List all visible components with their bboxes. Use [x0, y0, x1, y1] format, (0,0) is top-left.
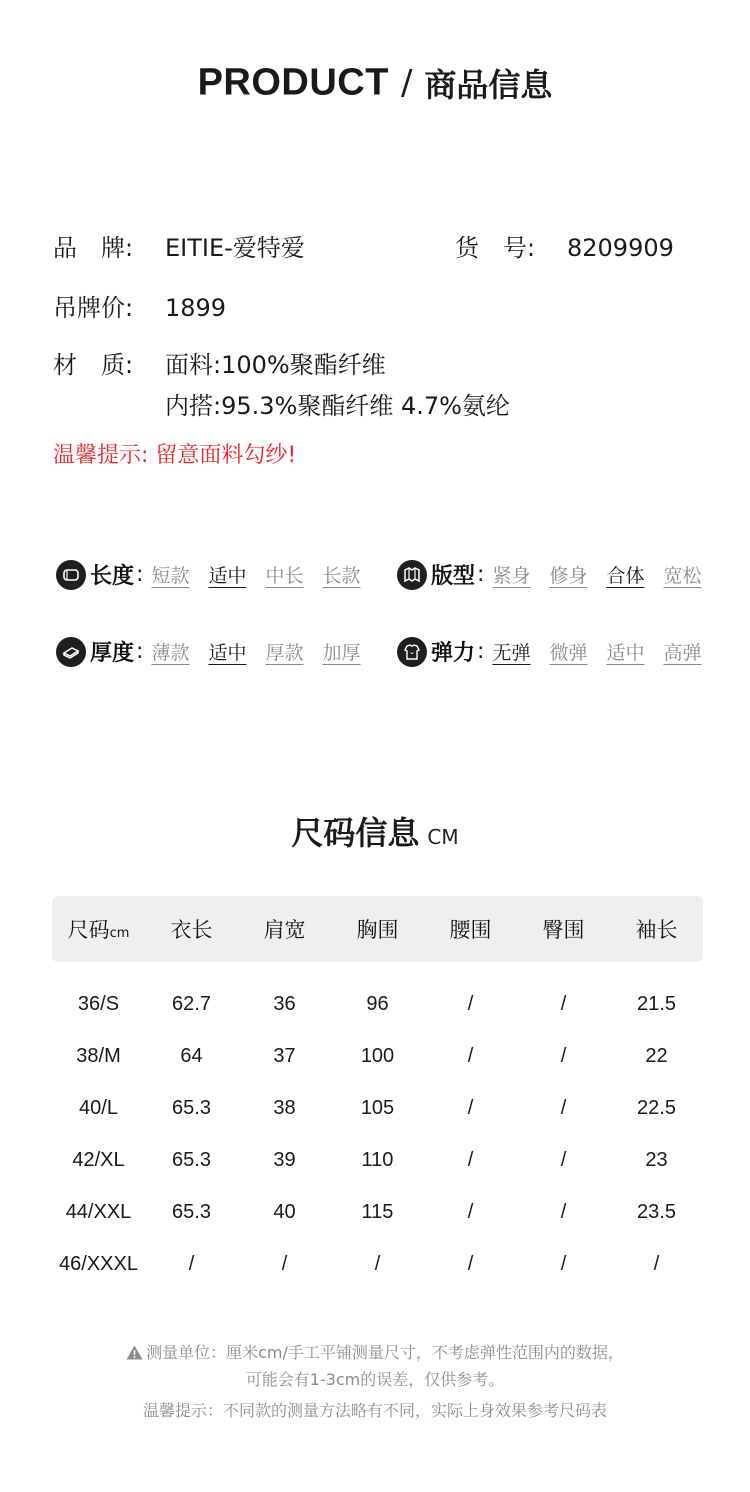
- brand-row: [53, 228, 305, 263]
- table-cell: 21.5: [637, 992, 676, 1015]
- header-size: 尺码cm: [67, 918, 130, 942]
- brand-value: EITIE-爱特爱: [165, 234, 305, 262]
- table-row: [52, 1186, 703, 1238]
- table-row: [52, 978, 703, 1030]
- table-cell: /: [467, 992, 474, 1015]
- attr-elasticity: 弹力 : 无弹 微弹 适中 高弹: [397, 636, 702, 667]
- table-cell: /: [467, 1252, 474, 1275]
- header-waist: 腰围: [449, 918, 492, 942]
- attr-length: 长度 : 短款 适中 中长 长款: [56, 559, 361, 590]
- thickness-icon: [56, 637, 86, 667]
- table-cell: 46/XXXL: [59, 1252, 138, 1275]
- header-hip: 臀围: [542, 918, 585, 942]
- table-cell: 23.5: [637, 1200, 676, 1223]
- fit-options: [492, 561, 701, 588]
- elasticity-option: 适中: [606, 642, 645, 664]
- length-option: 短款: [151, 565, 190, 587]
- table-cell: 42/XL: [72, 1148, 125, 1171]
- note-line1: 测量单位：厘米cm/手工平铺测量尺寸，不考虑弹性范围内的数据，: [0, 1340, 750, 1364]
- header-sleeve: 袖长: [635, 918, 678, 942]
- attr-thickness: 厚度 : 薄款 适中 厚款 加厚: [56, 636, 361, 667]
- table-cell: 23: [645, 1148, 668, 1171]
- note-line2: 可能会有1-3cm的误差，仅供参考。: [245, 1370, 505, 1389]
- size-title: 尺码信息: [291, 814, 420, 852]
- table-cell: /: [281, 1252, 288, 1275]
- table-row: [52, 1238, 703, 1290]
- elasticity-options: [492, 638, 701, 665]
- table-cell: /: [560, 1252, 567, 1275]
- table-cell: 44/XXL: [65, 1200, 132, 1223]
- table-cell: 22: [645, 1044, 668, 1067]
- table-cell: 64: [180, 1044, 203, 1067]
- elasticity-label: 弹力: [431, 641, 476, 666]
- thickness-label: 厚度: [90, 641, 135, 666]
- elasticity-option: 微弹: [549, 642, 588, 664]
- table-cell: 110: [361, 1148, 394, 1171]
- table-cell: /: [467, 1096, 474, 1119]
- table-cell: /: [560, 1200, 567, 1223]
- header-english: PRODUCT: [197, 61, 389, 104]
- sku-value: 8209909: [567, 234, 674, 262]
- warning-icon: [126, 1345, 143, 1364]
- fit-label: 版型: [431, 564, 476, 589]
- brand-label: 品 牌:: [53, 234, 134, 262]
- table-cell: /: [560, 1044, 567, 1067]
- price-row: [53, 288, 226, 323]
- table-cell: 100: [360, 1044, 395, 1067]
- table-cell: 62.7: [172, 992, 211, 1015]
- price-value: 1899: [165, 294, 227, 322]
- length-label: 长度: [90, 564, 135, 589]
- table-cell: 65.3: [172, 1148, 211, 1171]
- size-section-title: [0, 808, 750, 854]
- table-cell: /: [467, 1200, 474, 1223]
- table-cell: 96: [366, 992, 389, 1015]
- length-icon: [56, 560, 86, 590]
- thickness-option: 薄款: [151, 642, 190, 664]
- price-label: 吊牌价:: [53, 294, 134, 322]
- size-unit: CM: [427, 825, 459, 849]
- table-cell: 38/M: [76, 1044, 121, 1067]
- fit-option: 宽松: [663, 565, 702, 587]
- table-cell: 22.5: [637, 1096, 676, 1119]
- length-option: 中长: [265, 565, 304, 587]
- thickness-option: 适中: [208, 642, 247, 664]
- table-cell: 36/S: [77, 992, 120, 1015]
- header-length: 衣长: [170, 918, 213, 942]
- table-cell: 38: [273, 1096, 296, 1119]
- header-bust: 胸围: [356, 918, 399, 942]
- table-cell: 39: [273, 1148, 296, 1171]
- header-shoulder: 肩宽: [263, 918, 306, 942]
- material-line2: 内搭:95.3%聚酯纤维 4.7%氨纶: [165, 392, 510, 420]
- table-cell: 40: [273, 1200, 296, 1223]
- header-chinese: 商品信息: [424, 66, 553, 104]
- table-cell: /: [467, 1044, 474, 1067]
- elasticity-icon: [397, 637, 427, 667]
- page-header: [0, 60, 750, 106]
- table-cell: 36: [273, 992, 296, 1015]
- table-cell: /: [653, 1252, 660, 1275]
- header-separator: /: [400, 63, 413, 103]
- thickness-options: [151, 638, 360, 665]
- table-row: [52, 1030, 703, 1082]
- sku-label: 货 号:: [455, 234, 536, 262]
- table-cell: 65.3: [172, 1200, 211, 1223]
- thickness-option: 厚款: [265, 642, 304, 664]
- thickness-option: 加厚: [322, 642, 361, 664]
- length-option: 长款: [322, 565, 361, 587]
- table-cell: /: [467, 1148, 474, 1171]
- table-row: [52, 1134, 703, 1186]
- table-cell: /: [560, 992, 567, 1015]
- material-row: [53, 345, 386, 380]
- fit-icon: [397, 560, 427, 590]
- fabric-warning: 温馨提示: 留意面料勾纱!: [53, 443, 297, 468]
- fit-option: 合体: [606, 565, 645, 587]
- table-cell: 65.3: [172, 1096, 211, 1119]
- fit-option: 紧身: [492, 565, 531, 587]
- fit-option: 修身: [549, 565, 588, 587]
- elasticity-option: 高弹: [663, 642, 702, 664]
- table-cell: 40/L: [79, 1096, 118, 1119]
- material-line1: 面料:100%聚酯纤维: [165, 351, 386, 379]
- note-line3: 温馨提示：不同款的测量方法略有不同，实际上身效果参考尺码表: [142, 1401, 607, 1420]
- elasticity-option: 无弹: [492, 642, 531, 664]
- table-cell: /: [560, 1096, 567, 1119]
- table-cell: 105: [360, 1096, 395, 1119]
- length-options: [151, 561, 360, 588]
- attr-fit: 版型 : 紧身 修身 合体 宽松: [397, 559, 702, 590]
- material-label: 材 质:: [53, 351, 134, 379]
- table-cell: /: [188, 1252, 195, 1275]
- table-cell: /: [560, 1148, 567, 1171]
- length-option: 适中: [208, 565, 247, 587]
- table-cell: /: [374, 1252, 381, 1275]
- table-cell: 37: [273, 1044, 296, 1067]
- table-row: [52, 1082, 703, 1134]
- size-table-header: [52, 896, 703, 962]
- table-cell: 115: [361, 1200, 394, 1223]
- sku-row: [455, 228, 674, 263]
